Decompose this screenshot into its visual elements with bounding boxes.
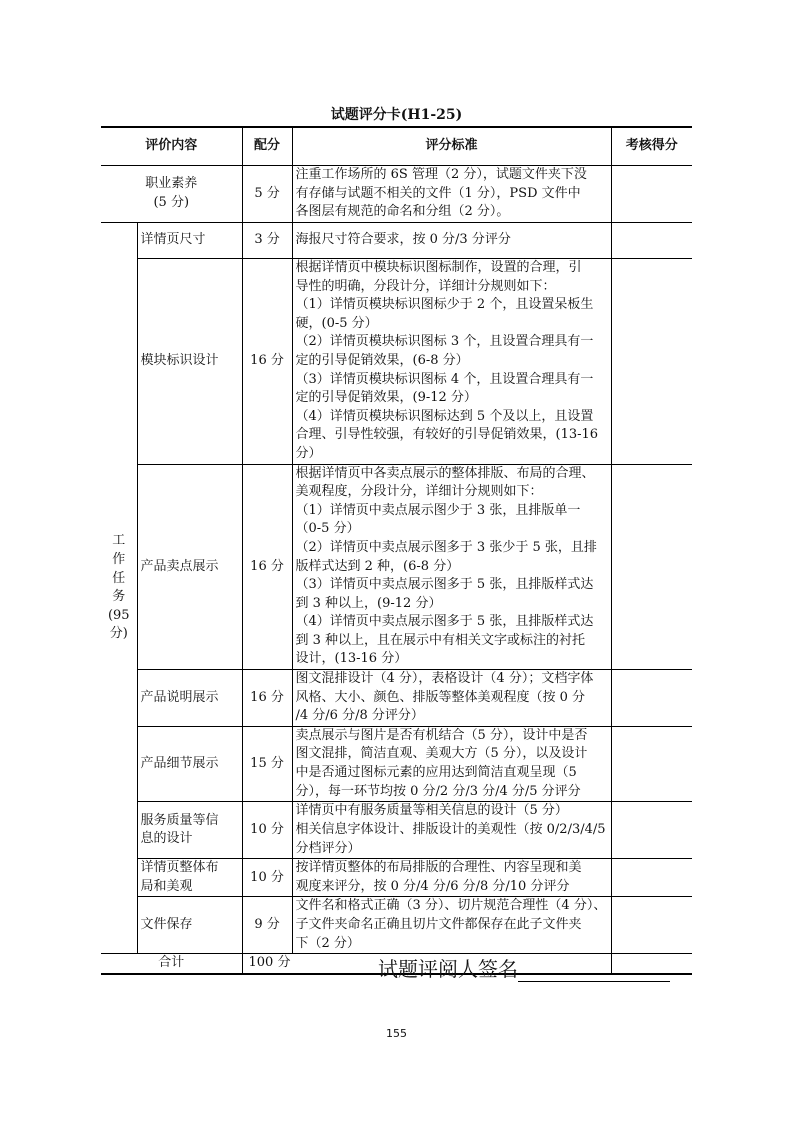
criteria-line: 子文件夹命名正确且切片文件都保存在此子文件夹 (295, 917, 582, 932)
item-name-line: 产品细节展示 (140, 755, 219, 771)
work-task-label-char: 工 (112, 533, 126, 549)
professional-label: 职业素养 (145, 176, 198, 192)
table-row (101, 897, 692, 954)
signature-label: 试题评阅人签名 (378, 957, 518, 981)
points-cell: 16 分 (242, 259, 292, 465)
item-name-cell (137, 726, 242, 801)
criteria-cell (292, 726, 611, 801)
item-name-line: 详情页整体布 (140, 860, 219, 876)
criteria-line: 有存储与试题不相关的文件（1 分），PSD 文件中 (295, 185, 581, 201)
header-score: 考核得分 (611, 127, 692, 166)
criteria-line: 版样式达到 2 种，(6-8 分） (295, 558, 460, 574)
work-task-label (101, 223, 137, 954)
header-content: 评价内容 (101, 127, 242, 166)
item-name-cell (137, 223, 242, 259)
points-cell: 16 分 (242, 464, 292, 670)
page-number: 155 (386, 1027, 407, 1040)
item-name-line: 息的设计 (140, 831, 193, 847)
criteria-line: （2）详情页中卖点展示图多于 3 张少于 5 张，且排 (295, 539, 597, 555)
criteria-cell (292, 802, 611, 859)
item-name-line: 服务质量等信 (140, 812, 219, 828)
item-name-cell (137, 259, 242, 465)
criteria-line: 设计，(13-16 分） (295, 651, 408, 667)
professional-sub: (5 分) (153, 195, 190, 210)
criteria-line: （3）详情页中卖点展示图多于 5 张，且排版样式达 (295, 577, 594, 593)
item-name-line: 产品说明展示 (140, 689, 219, 705)
criteria-line: 下（2 分） (295, 935, 360, 951)
scoring-table (101, 126, 692, 975)
work-task-label-char: 务 (112, 589, 126, 605)
work-task-label-char: 作 (112, 551, 126, 567)
criteria-line: 硬，(0-5 分） (295, 315, 378, 331)
signature-line[interactable] (518, 959, 670, 982)
table-row (101, 464, 692, 670)
criteria-line: （4）详情页模块标识图标达到 5 个及以上，且设置 (295, 408, 594, 424)
score-input-cell[interactable] (611, 802, 692, 859)
criteria-line: 文件名和格式正确（3 分）、切片规范合理性（4 分）、 (295, 898, 607, 914)
criteria-line: 相关信息字体设计、排版设计的美观性（按 0/2/3/4/5 (295, 821, 606, 837)
criteria-line: （2）详情页模块标识图标 3 个，且设置合理具有一 (295, 334, 594, 350)
total-label: 合计 (101, 954, 242, 974)
item-name-line: 局和美观 (140, 878, 193, 894)
criteria-line: 分档评分） (295, 840, 361, 856)
table-row (101, 859, 692, 897)
criteria-line: 合理、引导性较强，有较好的引导促销效果，(13-16 (295, 427, 599, 443)
points-cell: 15 分 (242, 726, 292, 801)
criteria-line: 到 3 种以上，且在展示中有相关文字或标注的衬托 (295, 632, 586, 648)
criteria-line: 卖点展示与图片是否有机结合（5 分），设计中是否 (295, 727, 588, 743)
work-task-label-char: (95 (107, 607, 130, 623)
criteria-cell (292, 670, 611, 727)
points-cell: 9 分 (242, 897, 292, 954)
table-row (101, 223, 692, 259)
points-cell: 3 分 (242, 223, 292, 259)
points-cell: 10 分 (242, 802, 292, 859)
item-name-line: 模块标识设计 (140, 352, 219, 368)
total-score: 100 分 (242, 954, 611, 974)
work-task-label-char: 任 (112, 570, 126, 586)
item-name-cell (137, 897, 242, 954)
criteria-cell (292, 464, 611, 670)
criteria-line: 图文混排设计（4 分），表格设计（4 分）；文档字体 (295, 671, 594, 687)
criteria-line: （3）详情页模块标识图标 4 个，且设置合理具有一 (295, 371, 594, 387)
reviewer-signature (378, 956, 670, 982)
criteria-cell (292, 897, 611, 954)
table-row (101, 726, 692, 801)
criteria-line: 定的引导促销效果，(9-12 分） (295, 390, 477, 406)
criteria-line: 风格、大小、颜色、排版等整体美观程度（按 0 分 (295, 689, 586, 705)
table-row (101, 802, 692, 859)
score-input-cell[interactable] (611, 464, 692, 670)
criteria-cell (292, 166, 611, 223)
professional-label-cell (101, 166, 242, 223)
criteria-cell (292, 259, 611, 465)
criteria-line: 定的引导促销效果，(6-8 分） (295, 352, 469, 368)
header-points: 配分 (242, 127, 292, 166)
score-input-cell[interactable] (611, 259, 692, 465)
criteria-line: 分） (295, 445, 322, 461)
score-input-cell[interactable] (611, 726, 692, 801)
score-input-cell[interactable] (611, 897, 692, 954)
criteria-line: （0-5 分） (295, 521, 360, 537)
score-input-cell[interactable] (611, 670, 692, 727)
criteria-line: 注重工作场所的 6S 管理（2 分），试题文件夹下没 (295, 167, 587, 183)
item-name-cell (137, 670, 242, 727)
points-cell: 10 分 (242, 859, 292, 897)
item-name-cell (137, 859, 242, 897)
criteria-line: 图文混排，简洁直观、美观大方（5 分），以及设计 (295, 746, 588, 762)
score-input-cell[interactable] (611, 166, 692, 223)
points-cell: 5 分 (242, 166, 292, 223)
criteria-cell (292, 223, 611, 259)
criteria-line: /4 分/6 分/8 分评分） (295, 708, 424, 724)
criteria-line: 各图层有规范的命名和分组（2 分）。 (295, 204, 510, 220)
criteria-line: 导性的明确，分段计分，详细计分规则如下： (295, 278, 556, 294)
item-name-line: 产品卖点展示 (140, 558, 219, 574)
table-row-professional (101, 166, 692, 223)
criteria-line: 到 3 种以上，(9-12 分） (295, 595, 442, 611)
item-name-cell (137, 464, 242, 670)
page-title: 试题评分卡(H1-25) (330, 107, 463, 123)
item-name-line: 文件保存 (140, 917, 193, 932)
table-header-row (101, 127, 692, 166)
criteria-line: （1）详情页中卖点展示图少于 3 张，且排版单一 (295, 502, 581, 518)
criteria-line: 中是否通过图标元素的应用达到简洁直观呈现（5 (295, 765, 577, 781)
criteria-line: 按详情页整体的布局排版的合理性、内容呈现和美 (295, 860, 582, 876)
criteria-line: 海报尺寸符合要求，按 0 分/3 分评分 (295, 232, 511, 248)
criteria-line: 根据详情页中模块标识图标制作，设置的合理，引 (295, 260, 582, 275)
header-criteria: 评分标准 (292, 127, 611, 166)
criteria-line: 根据详情页中各卖点展示的整体排版、布局的合理、 (295, 465, 595, 481)
points-cell: 16 分 (242, 670, 292, 727)
table-row (101, 670, 692, 727)
criteria-line: 分），每一环节均按 0 分/2 分/3 分/4 分/5 分评分 (295, 783, 581, 799)
score-input-cell[interactable] (611, 859, 692, 897)
score-input-cell[interactable] (611, 223, 692, 259)
criteria-line: 详情页中有服务质量等相关信息的设计（5 分） (295, 803, 568, 819)
criteria-line: （1）详情页模块标识图标少于 2 个，且设置呆板生 (295, 297, 594, 313)
criteria-cell (292, 859, 611, 897)
work-task-label-char: 分) (109, 626, 128, 642)
item-name-cell (137, 802, 242, 859)
item-name-line: 详情页尺寸 (140, 232, 206, 248)
criteria-line: 观度来评分，按 0 分/4 分/6 分/8 分/10 分评分 (295, 878, 570, 894)
criteria-line: 美观程度，分段计分，详细计分规则如下： (295, 484, 543, 500)
table-row (101, 259, 692, 465)
criteria-line: （4）详情页中卖点展示图多于 5 张，且排版样式达 (295, 614, 594, 630)
